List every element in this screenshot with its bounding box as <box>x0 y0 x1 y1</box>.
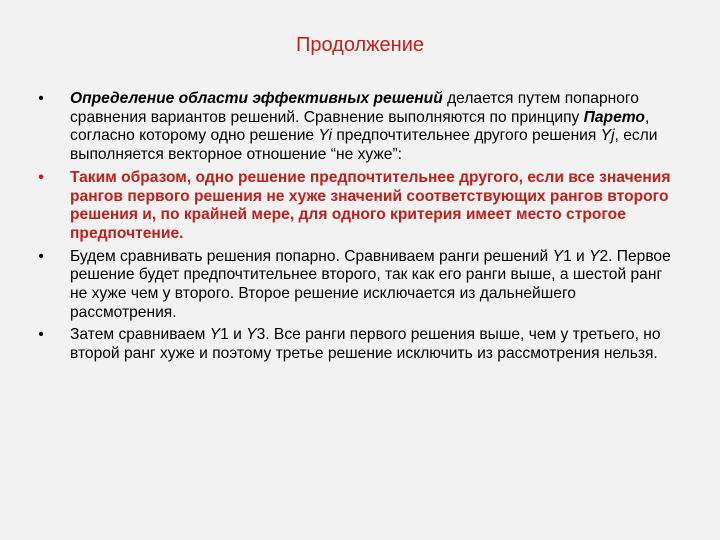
bullet-text: Будем сравнивать решения попарно. Сравниваем ранги решений <box>70 247 553 265</box>
symbol-y: Y <box>552 247 563 265</box>
symbol-yi: Yi <box>318 127 333 145</box>
bullet-list <box>34 90 680 368</box>
bullet-text: делается путем попарного сравнения вариантов решений. Сравнение выполняются по принципу <box>70 90 639 126</box>
symbol-y: Y <box>209 326 221 344</box>
bullet-text: , согласно которому одно решение <box>70 108 650 145</box>
bullet-text: 1 и <box>220 326 247 344</box>
bullet-icon: • <box>38 326 44 344</box>
bullet-item-1 <box>34 90 680 165</box>
highlight-text-end: , для одного критерия имеет место строгое предпочтение. <box>70 206 626 242</box>
symbol-y: Y <box>589 247 600 265</box>
bullet-text: 2. Первое решение будет предпочтительнее второго, так как его ранги выше, а шестой ранг не хуже чем у второго. Второе решение исключается из дальнейшего рассмотрения. <box>70 247 671 321</box>
bullet-icon: • <box>38 247 44 265</box>
symbol-yj: Yj <box>600 127 615 145</box>
bullet-text: 3. Все ранги первого решения выше, чем у третьего, но второй ранг хуже и поэтому третье решение исключить из рассмотрения нельзя. <box>70 326 661 363</box>
term-pareto: Парето <box>583 108 645 126</box>
slide-title: Продолжение <box>295 34 425 56</box>
bullet-item-2 <box>34 169 680 244</box>
bullet-icon: • <box>38 90 44 107</box>
bullet-text: 1 и <box>562 247 590 265</box>
bullet-text: Затем сравниваем <box>70 326 210 344</box>
term-efficient-area: Определение области эффективных решений <box>70 90 443 107</box>
symbol-y: Y <box>246 326 257 344</box>
bullet-item-4 <box>34 326 680 363</box>
bullet-text: , если выполняется векторное отношение “не хуже”: <box>70 127 658 164</box>
bullet-icon: • <box>38 168 44 186</box>
bullet-text: предпочтительнее другого решения <box>332 127 601 145</box>
highlight-text: Таким образом, одно решение предпочтительнее другого, если все значения рангов первого решения не хуже значений соответствующих рангов второго решения и, по крайней мере <box>70 168 671 224</box>
bullet-item-3 <box>34 248 680 323</box>
